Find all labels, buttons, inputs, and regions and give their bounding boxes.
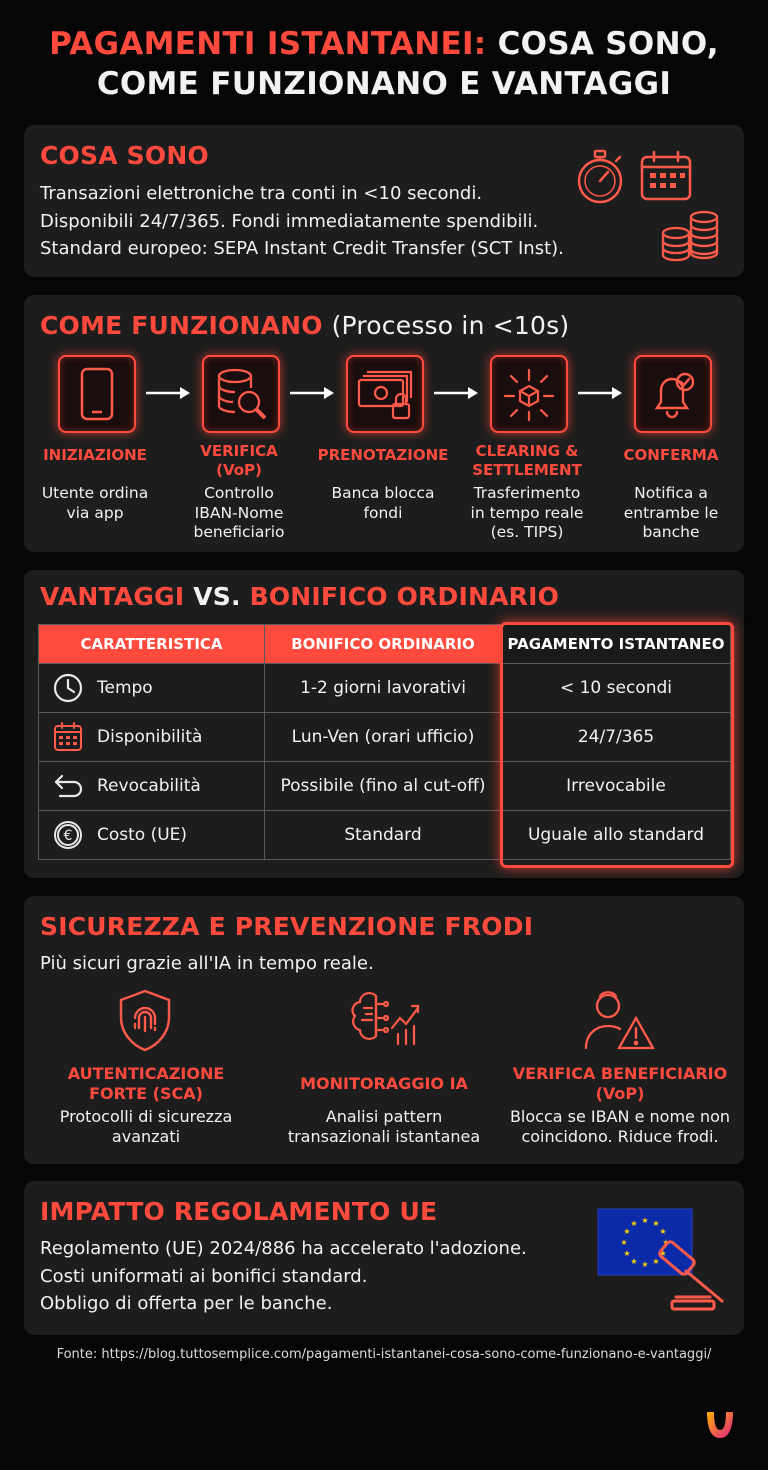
table-cell-feature	[39, 713, 265, 762]
network-cube-icon	[501, 366, 557, 422]
arrow-right-icon	[144, 385, 192, 401]
feature-label: Costo (UE)	[97, 825, 188, 845]
cosa-sono-line-3: Standard europeo: SEPA Instant Credit Transfer (SCT Inst).	[40, 238, 564, 259]
svg-text:★: ★	[630, 1219, 638, 1228]
sicurezza-card	[24, 896, 744, 1164]
table-cell-feature	[39, 811, 265, 860]
arrow-right-icon	[576, 385, 624, 401]
vantaggi-heading-red-1: VANTAGGI	[40, 582, 185, 611]
page-title	[0, 24, 768, 104]
table-row	[39, 664, 731, 713]
cosa-sono-heading: COSA SONO	[40, 141, 209, 170]
undo-arrow-icon	[51, 769, 85, 803]
come-funzionano-heading-white: (Processo in <10s)	[331, 311, 570, 340]
table-cell-ordinario: Possibile (fino al cut-off)	[265, 762, 502, 811]
vantaggi-heading-vs: VS.	[193, 582, 241, 611]
col-header-caratteristica: CARATTERISTICA	[39, 625, 265, 664]
database-search-icon	[213, 366, 269, 422]
table-cell-ordinario: 1-2 giorni lavorativi	[265, 664, 502, 713]
calendar-icon	[638, 149, 694, 203]
table-cell-feature	[39, 762, 265, 811]
calendar-icon	[51, 720, 85, 754]
coins-icon	[660, 209, 722, 265]
svg-text:★: ★	[659, 1249, 667, 1258]
cosa-sono-text	[40, 180, 564, 263]
step-2-desc: Controllo IBAN-Nome beneficiario	[193, 484, 285, 541]
sicurezza-heading: SICUREZZA E PREVENZIONE FRODI	[40, 912, 534, 941]
table-row	[39, 762, 731, 811]
brand-logo-icon	[702, 1406, 738, 1442]
comparison-table	[38, 624, 731, 860]
step-1-desc: Utente ordina via app	[41, 484, 149, 522]
step-5-title: CONFERMA	[623, 446, 719, 464]
sec-3-title: VERIFICA BENEFICIARIO (VoP)	[512, 1064, 728, 1103]
step-2-title: VERIFICA (VoP)	[200, 442, 278, 479]
table-cell-feature	[39, 664, 265, 713]
source-link[interactable]: Fonte: https://blog.tuttosemplice.com/pagamenti-istantanei-cosa-sono-come-funzionano-e-vantaggi/	[56, 1347, 712, 1362]
svg-text:★: ★	[662, 1238, 670, 1247]
svg-text:★: ★	[641, 1260, 649, 1269]
impatto-heading: IMPATTO REGOLAMENTO UE	[40, 1197, 438, 1226]
sec-1-desc: Protocolli di sicurezza avanzati	[59, 1107, 233, 1146]
shield-fingerprint-icon	[116, 988, 174, 1052]
impatto-card	[24, 1181, 744, 1335]
euro-coin-icon	[51, 818, 85, 852]
table-cell-ordinario: Standard	[265, 811, 502, 860]
svg-text:★: ★	[623, 1227, 631, 1236]
bell-check-icon	[645, 366, 701, 422]
vantaggi-card	[24, 570, 744, 878]
eu-flag-gavel-icon	[594, 1205, 734, 1317]
table-cell-istantaneo: 24/7/365	[502, 713, 731, 762]
smartphone-icon	[77, 366, 117, 422]
step-1-title: INIZIAZIONE	[43, 446, 147, 464]
user-warning-icon	[580, 988, 656, 1054]
svg-text:★: ★	[641, 1216, 649, 1225]
title-white-1: COSA SONO,	[497, 26, 719, 62]
svg-text:★: ★	[623, 1249, 631, 1258]
sec-2-desc: Analisi pattern transazionali istantanea	[287, 1107, 481, 1146]
cosa-sono-card	[24, 125, 744, 277]
cosa-sono-line-1: Transazioni elettroniche tra conti in <10 secondi.	[40, 183, 483, 204]
table-row	[39, 713, 731, 762]
impatto-line-2: Costi uniformati ai bonifici standard.	[40, 1265, 368, 1287]
impatto-text	[40, 1235, 527, 1318]
step-4-title: CLEARING & SETTLEMENT	[472, 442, 582, 479]
clock-icon	[51, 671, 85, 705]
table-row	[39, 811, 731, 860]
arrow-right-icon	[288, 385, 336, 401]
cosa-sono-line-2: Disponibili 24/7/365. Fondi immediatamente spendibili.	[40, 210, 539, 232]
table-cell-istantaneo: Irrevocabile	[502, 762, 731, 811]
step-5-box	[634, 355, 712, 433]
come-funzionano-card	[24, 295, 744, 552]
svg-text:★: ★	[659, 1227, 667, 1236]
step-4-box	[490, 355, 568, 433]
svg-text:★: ★	[652, 1219, 660, 1228]
sec-3-desc: Blocca se IBAN e nome non coincidono. Riduce frodi.	[509, 1107, 731, 1146]
title-red: PAGAMENTI ISTANTANEI:	[49, 26, 487, 62]
table-cell-istantaneo: < 10 secondi	[502, 664, 731, 713]
stopwatch-icon	[572, 147, 628, 207]
feature-label: Disponibilità	[97, 727, 203, 747]
step-1-box	[58, 355, 136, 433]
impatto-line-1: Regolamento (UE) 2024/886 ha accelerato l'adozione.	[40, 1238, 527, 1259]
col-header-ordinario: BONIFICO ORDINARIO	[265, 625, 502, 664]
svg-text:€: €	[63, 828, 73, 844]
table-cell-istantaneo: Uguale allo standard	[502, 811, 731, 860]
feature-label: Revocabilità	[97, 776, 201, 796]
svg-text:★: ★	[620, 1238, 628, 1247]
sec-1-title: AUTENTICAZIONE FORTE (SCA)	[67, 1064, 225, 1103]
table-cell-ordinario: Lun-Ven (orari ufficio)	[265, 713, 502, 762]
step-2-box	[202, 355, 280, 433]
svg-text:★: ★	[630, 1257, 638, 1266]
step-4-desc: Trasferimento in tempo reale (es. TIPS)	[470, 484, 584, 541]
table-header-row	[39, 625, 731, 664]
sec-2-title: MONITORAGGIO IA	[300, 1074, 468, 1093]
col-header-istantaneo: PAGAMENTO ISTANTANEO	[502, 625, 731, 664]
brain-chart-icon	[346, 988, 422, 1052]
step-3-box	[346, 355, 424, 433]
vantaggi-heading-red-2: BONIFICO ORDINARIO	[249, 582, 560, 611]
title-white-2: COME FUNZIONANO E VANTAGGI	[96, 66, 672, 102]
step-3-title: PRENOTAZIONE	[317, 446, 449, 464]
impatto-line-3: Obbligo di offerta per le banche.	[40, 1293, 333, 1314]
step-5-desc: Notifica a entrambe le banche	[623, 484, 719, 541]
feature-label: Tempo	[97, 678, 153, 698]
step-3-desc: Banca blocca fondi	[331, 484, 435, 522]
arrow-right-icon	[432, 385, 480, 401]
money-lock-icon	[355, 366, 415, 422]
come-funzionano-heading	[40, 311, 569, 340]
svg-text:★: ★	[652, 1257, 660, 1266]
sicurezza-subtitle: Più sicuri grazie all'IA in tempo reale.	[40, 953, 374, 974]
come-funzionano-heading-red: COME FUNZIONANO	[40, 311, 323, 340]
vantaggi-heading	[40, 582, 559, 611]
